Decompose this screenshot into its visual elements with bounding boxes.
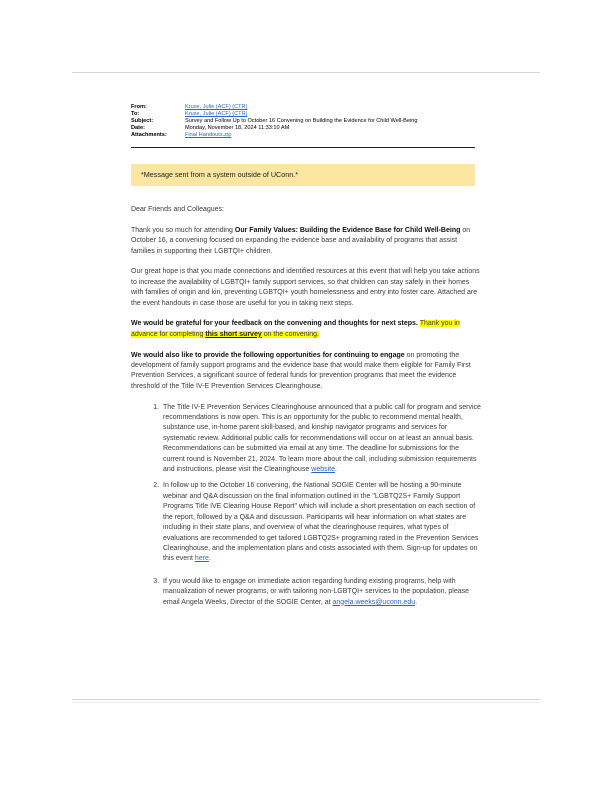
p1-pre: Thank you so much for attending (131, 226, 235, 234)
email-body (131, 205, 481, 614)
item-1-post: . (335, 466, 337, 474)
top-divider (72, 72, 540, 73)
email-header (131, 104, 475, 139)
p1-post: on October 16, a convening focused on expanding the evidence base and availability of programs that assist families in supporting their LGBTQI+ children. (131, 226, 471, 255)
list-item (161, 577, 481, 608)
subject-label: Subject: (131, 118, 154, 124)
header-divider (131, 147, 475, 148)
email-link[interactable]: angela.weeks@uconn.edu (332, 598, 416, 606)
list-item (161, 403, 481, 476)
survey-pre: Thank you in advance for completing (131, 320, 460, 338)
attachments-label: Attachments: (131, 132, 167, 138)
paragraph-hope: Our great hope is that you made connections and identified resources at this event that will help you take actions to increase the availability of LGBTQI+ family support services, so that children can stay safely in their homes with families of origin and kin, preventing LGBTQI+ youth homelessness and entry into foster care. Attached are the event handouts in case those are useful for you in taking next steps. (131, 268, 480, 307)
from-label: From: (131, 104, 147, 110)
attachment-link[interactable]: Final Handouts.zip (185, 132, 232, 138)
paragraph-thanks (131, 226, 481, 257)
item-3-post: . (415, 598, 418, 606)
paragraph-feedback (131, 319, 481, 340)
date-row (131, 125, 475, 132)
to-row (131, 111, 475, 118)
item-1-text: The Title IV-E Prevention Services Clearinghouse announced that a public call for program and service recommendations is now open. This is an opportunity for the public to recommend mental health, substance use, in-home parent skill-based, and kinship navigator programs and services for systematic review. Additional public calls for recommendations will occur on at least an annual basis. Recommendations can be submitted via email at any time. The deadline for submissions for the current round is November 21, 2024. To learn more about the call, including submission requirements and instructions, please visit the Clearinghouse (163, 403, 481, 474)
survey-link[interactable]: this short survey (205, 330, 262, 338)
paragraph-opportunities (131, 351, 481, 393)
opportunities-text: on promoting the development of family support programs and the evidence base that would make them eligible for Family First Prevention Services, a significant source of federal funds for prevention programs that meet the evidence threshold of the Title IV-E Prevention Services Clearinghouse. (131, 351, 471, 390)
opportunities-lead: We would also like to provide the following opportunities for continuing to engage (131, 351, 405, 359)
to-link[interactable]: Kruse, Julie (ACF) (CTR) (185, 111, 248, 117)
from-row (131, 104, 475, 111)
external-sender-banner: *Message sent from a system outside of UConn.* (131, 164, 475, 186)
item-2-post: . (208, 555, 211, 563)
bottom-divider-secondary (72, 702, 540, 703)
subject-value: Survey and Follow Up to October 16 Convening on Building the Evidence for Child Well-Being (185, 118, 418, 124)
survey-post: on the convening. (261, 330, 319, 338)
opportunities-list (131, 403, 481, 608)
date-value: Monday, November 18, 2024 11:33:10 AM (185, 125, 290, 131)
feedback-request: We would be grateful for your feedback on the convening and thoughts for next steps. (131, 320, 418, 328)
subject-row (131, 118, 475, 125)
bottom-divider (72, 699, 540, 700)
clearinghouse-website-link[interactable]: website (311, 466, 335, 474)
event-signup-link[interactable]: here (194, 555, 209, 563)
event-title: Our Family Values: Building the Evidence Base for Child Well-Being (234, 226, 461, 234)
to-label: To: (131, 111, 140, 117)
from-link[interactable]: Kruse, Julie (ACF) (CTR) (185, 104, 248, 110)
list-item (161, 481, 481, 564)
item-2-text: In follow up to the October 16 convening, the National SOGIE Center will be hosting a 90-minute webinar and Q&A discussion on the final information outlined in the "LGBTQ2S+ Family Support Programs Title IVE Clearing House Report" which will include a short presentation on each section of the report, followed by a Q&A and discussion. Participants will hear information on what states are including in their state plans, and overview of what the clearinghouse requires, what types of evaluations are recommended to get tailored LGBTQ2S+ programing rated in the Prevention Services Clearinghouse, and the implementation plans and costs associated with them. Sign-up for updates on this event (163, 482, 479, 563)
attachments-row (131, 132, 475, 139)
greeting: Dear Friends and Colleagues: (131, 206, 224, 213)
date-label: Date: (131, 125, 145, 131)
item-3-text: If you would like to engage on immediate action regarding funding existing programs, help with manualization of newer programs, or with tailoring non-LGBTQI+ services to the population, please email Angela Weeks, Director of the SOGIE Center, at (163, 577, 470, 606)
